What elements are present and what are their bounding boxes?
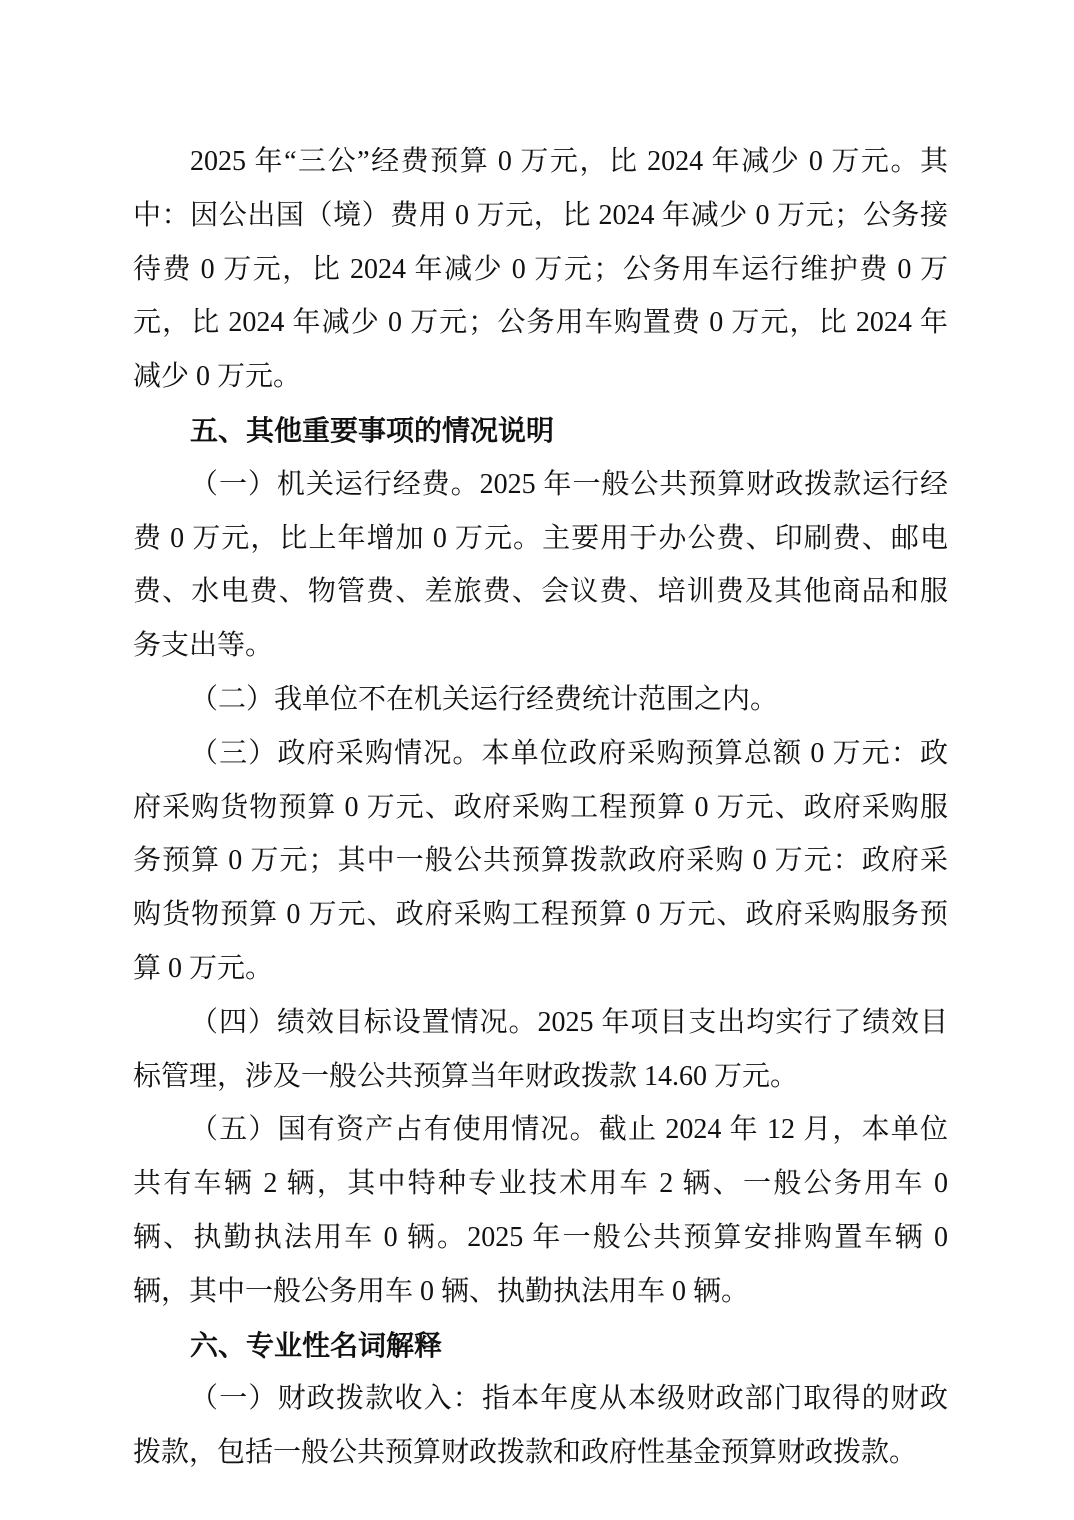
document-body: [133, 135, 948, 1480]
text-line: 元，比 2024 年减少 0 万元；公务用车购置费 0 万元，比 2024 年: [133, 307, 948, 339]
text-line: 2025 年“三公”经费预算 0 万元，比 2024 年减少 0 万元。其: [190, 146, 948, 177]
paragraph: [133, 727, 948, 996]
paragraph: [133, 1103, 948, 1318]
text-line: 费 0 万元，比上年增加 0 万元。主要用于办公费、印刷费、邮电: [133, 522, 948, 554]
paragraph: [133, 135, 948, 404]
text-line: 务支出等。: [133, 630, 274, 662]
text-line: 费、水电费、物管费、差旅费、会议费、培训费及其他商品和服: [133, 576, 948, 608]
text-line: 辆、执勤执法用车 0 辆。2025 年一般公共预算安排购置车辆 0: [133, 1221, 948, 1253]
text-line: 府采购货物预算 0 万元、政府采购工程预算 0 万元、政府采购服: [133, 791, 948, 823]
text-line: （四）绩效目标设置情况。2025 年项目支出均实行了绩效目: [190, 1006, 948, 1038]
text-line: 五、其他重要事项的情况说明: [190, 414, 555, 446]
text-line: （一）财政拨款收入：指本年度从本级财政部门取得的财政: [190, 1383, 948, 1415]
text-line: 中：因公出国（境）费用 0 万元，比 2024 年减少 0 万元；公务接: [133, 199, 948, 231]
paragraph: [133, 458, 948, 673]
text-line: 待费 0 万元，比 2024 年减少 0 万元；公务用车运行维护费 0 万: [133, 253, 948, 285]
text-line: 标管理，涉及一般公共预算当年财政拨款 14.60 万元。: [133, 1060, 799, 1092]
text-line: 算 0 万元。: [133, 952, 274, 984]
paragraph: [133, 673, 948, 727]
text-line: （五）国有资产占有使用情况。截止 2024 年 12 月，本单位: [190, 1114, 948, 1146]
section-heading: [133, 1319, 948, 1373]
paragraph: [133, 1372, 948, 1480]
text-line: 六、专业性名词解释: [190, 1329, 443, 1361]
text-line: 辆，其中一般公务用车 0 辆、执勤执法用车 0 辆。: [133, 1275, 750, 1307]
text-line: 拨款，包括一般公共预算财政拨款和政府性基金预算财政拨款。: [133, 1437, 918, 1469]
text-line: （一）机关运行经费。2025 年一般公共预算财政拨款运行经: [190, 468, 948, 500]
text-line: 共有车辆 2 辆，其中特种专业技术用车 2 辆、一般公务用车 0: [133, 1168, 948, 1200]
section-heading: [133, 404, 948, 458]
paragraph: [133, 996, 948, 1104]
text-line: （三）政府采购情况。本单位政府采购预算总额 0 万元：政: [190, 737, 948, 769]
text-line: （二）我单位不在机关运行经费统计范围之内。: [190, 683, 779, 715]
text-line: 减少 0 万元。: [133, 361, 302, 393]
text-line: 购货物预算 0 万元、政府采购工程预算 0 万元、政府采购服务预: [133, 899, 948, 931]
text-line: 务预算 0 万元；其中一般公共预算拨款政府采购 0 万元：政府采: [133, 845, 948, 877]
